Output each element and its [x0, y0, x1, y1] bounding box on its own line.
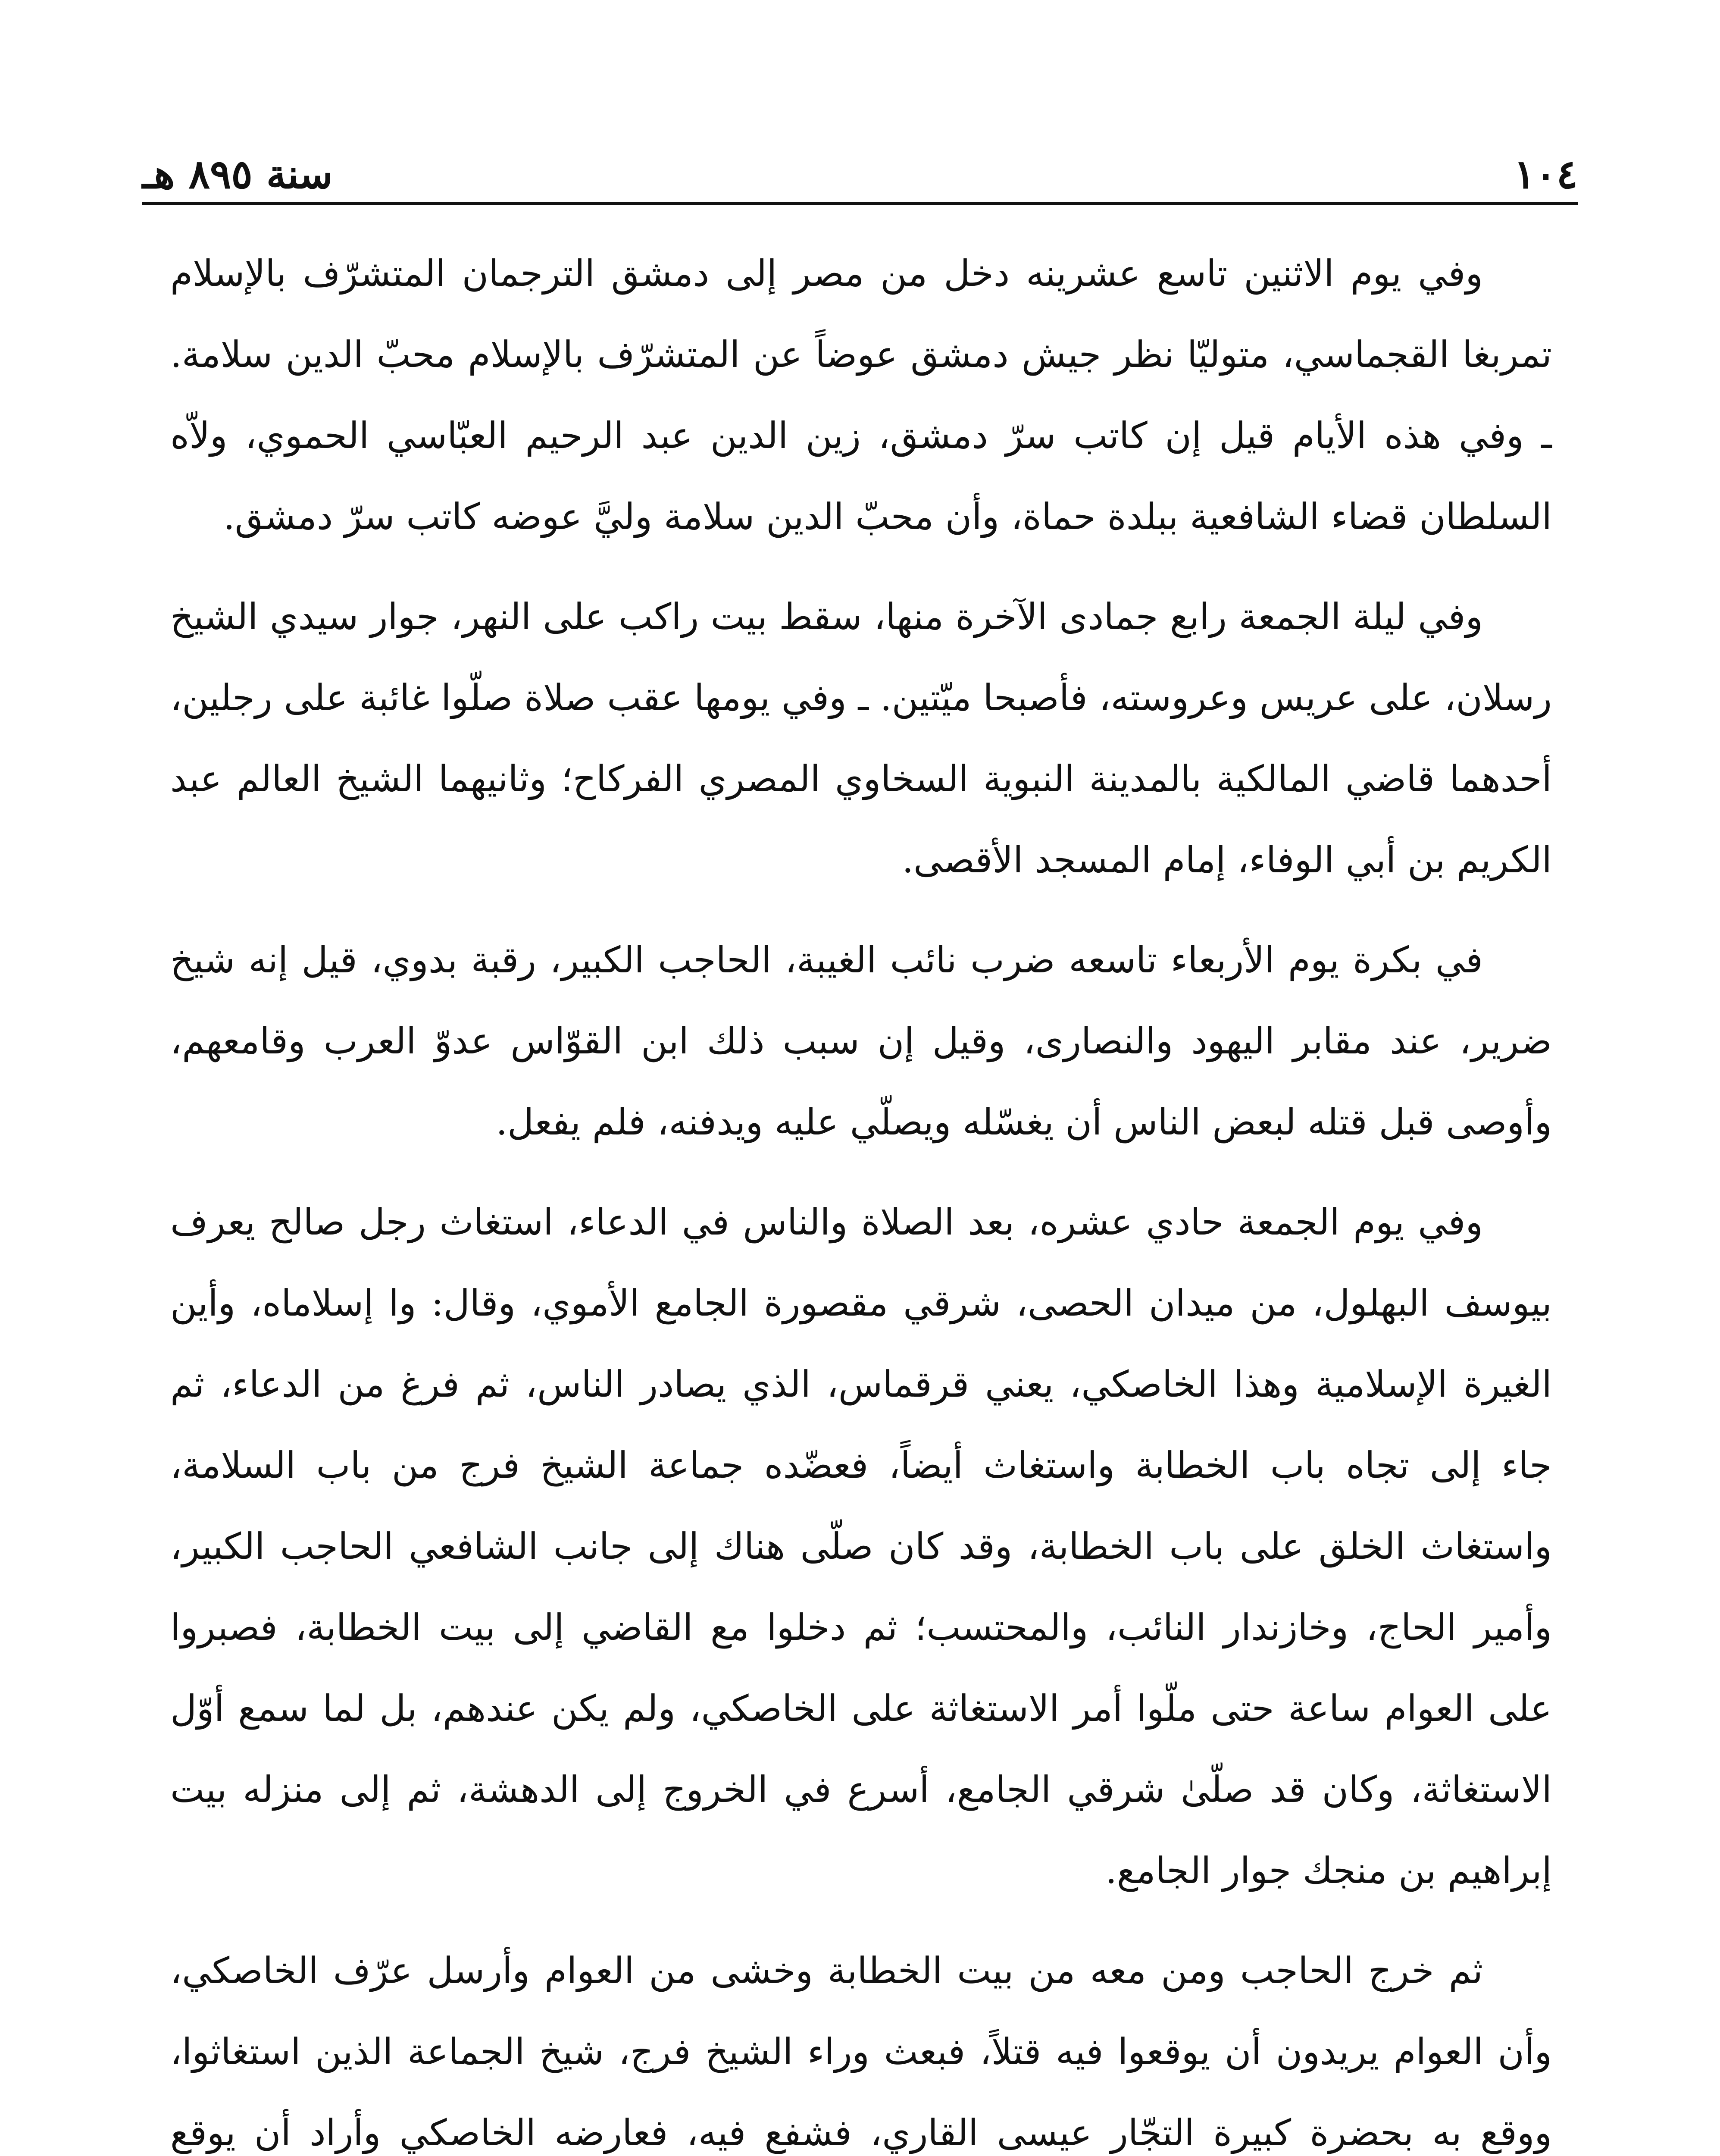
- paragraph-4: وفي يوم الجمعة حادي عشره، بعد الصلاة والناس في الدعاء، استغاث رجل صالح يعرف بيوسف البهلول، من ميدان الحصى، شرقي مقصورة الجامع الأموي، وقال: وا إسلاماه، وأين الغيرة الإسلامية وهذا الخاصكي، يعني قرقماس، الذي يصادر الناس، ثم فرغ من الدعاء، ثم جاء إلى تجاه باب الخطابة واستغاث أيضاً، فعضّده جماعة الشيخ فرج من باب السلامة، واستغاث الخلق على باب الخطابة، وقد كان صلّى هناك إلى جانب الشافعي الحاجب الكبير، وأمير الحاج، وخازندار النائب، والمحتسب؛ ثم دخلوا مع القاضي إلى بيت الخطابة، فصبروا على العوام ساعة حتى ملّوا أمر الاستغاثة على الخاصكي، ولم يكن عندهم، بل لما سمع أوّل الاستغاثة، وكان قد صلّىٰ شرقي الجامع، أسرع في الخروج إلى الدهشة، ثم إلى منزله بيت إبراهيم بن منجك جوار الجامع.: [170, 1201, 1552, 1892]
- header-rule: [142, 202, 1578, 205]
- page-number: ١٠٤: [1514, 151, 1578, 197]
- year-heading: سنة ٨٩٥ هـ: [142, 151, 333, 197]
- running-header: [142, 129, 1578, 197]
- page-body: [170, 233, 1552, 2156]
- paragraph-3: في بكرة يوم الأربعاء تاسعه ضرب نائب الغيبة، الحاجب الكبير، رقبة بدوي، قيل إنه شيخ ضرير، عند مقابر اليهود والنصارى، وقيل إن سبب ذلك ابن القوّاس عدوّ العرب وقامعهم، وأوصى قبل قتله لبعض الناس أن يغسّله ويصلّي عليه ويدفنه، فلم يفعل.: [170, 939, 1552, 1143]
- paragraph-1: وفي يوم الاثنين تاسع عشرينه دخل من مصر إلى دمشق الترجمان المتشرّف بالإسلام تمربغا القجماسي، متوليّا نظر جيش دمشق عوضاً عن المتشرّف بالإسلام محبّ الدين سلامة. ـ وفي هذه الأيام قيل إن كاتب سرّ دمشق، زين الدين عبد الرحيم العبّاسي الحموي، ولاّه السلطان قضاء الشافعية ببلدة حماة، وأن محبّ الدين سلامة وليَّ عوضه كاتب سرّ دمشق.: [170, 252, 1552, 538]
- paragraph-5: ثم خرج الحاجب ومن معه من بيت الخطابة وخشى من العوام وأرسل عرّف الخاصكي، وأن العوام يريدون أن يوقعوا فيه قتلاً، فبعث وراء الشيخ فرج، شيخ الجماعة الذين استغاثوا، ووقع به بحضرة كبيرة التجّار عيسى القاري، فشفع فيه، فعارضه الخاصكي وأراد أن يوقع: [170, 1949, 1552, 2154]
- paragraph-2: وفي ليلة الجمعة رابع جمادى الآخرة منها، سقط بيت راكب على النهر، جوار سيدي الشيخ رسلان، على عريس وعروسته، فأصبحا ميّتين. ـ وفي يومها عقب صلاة صلّوا غائبة على رجلين، أحدهما قاضي المالكية بالمدينة النبوية السخاوي المصري الفركاح؛ وثانيهما الشيخ العالم عبد الكريم بن أبي الوفاء، إمام المسجد الأقصى.: [170, 595, 1552, 881]
